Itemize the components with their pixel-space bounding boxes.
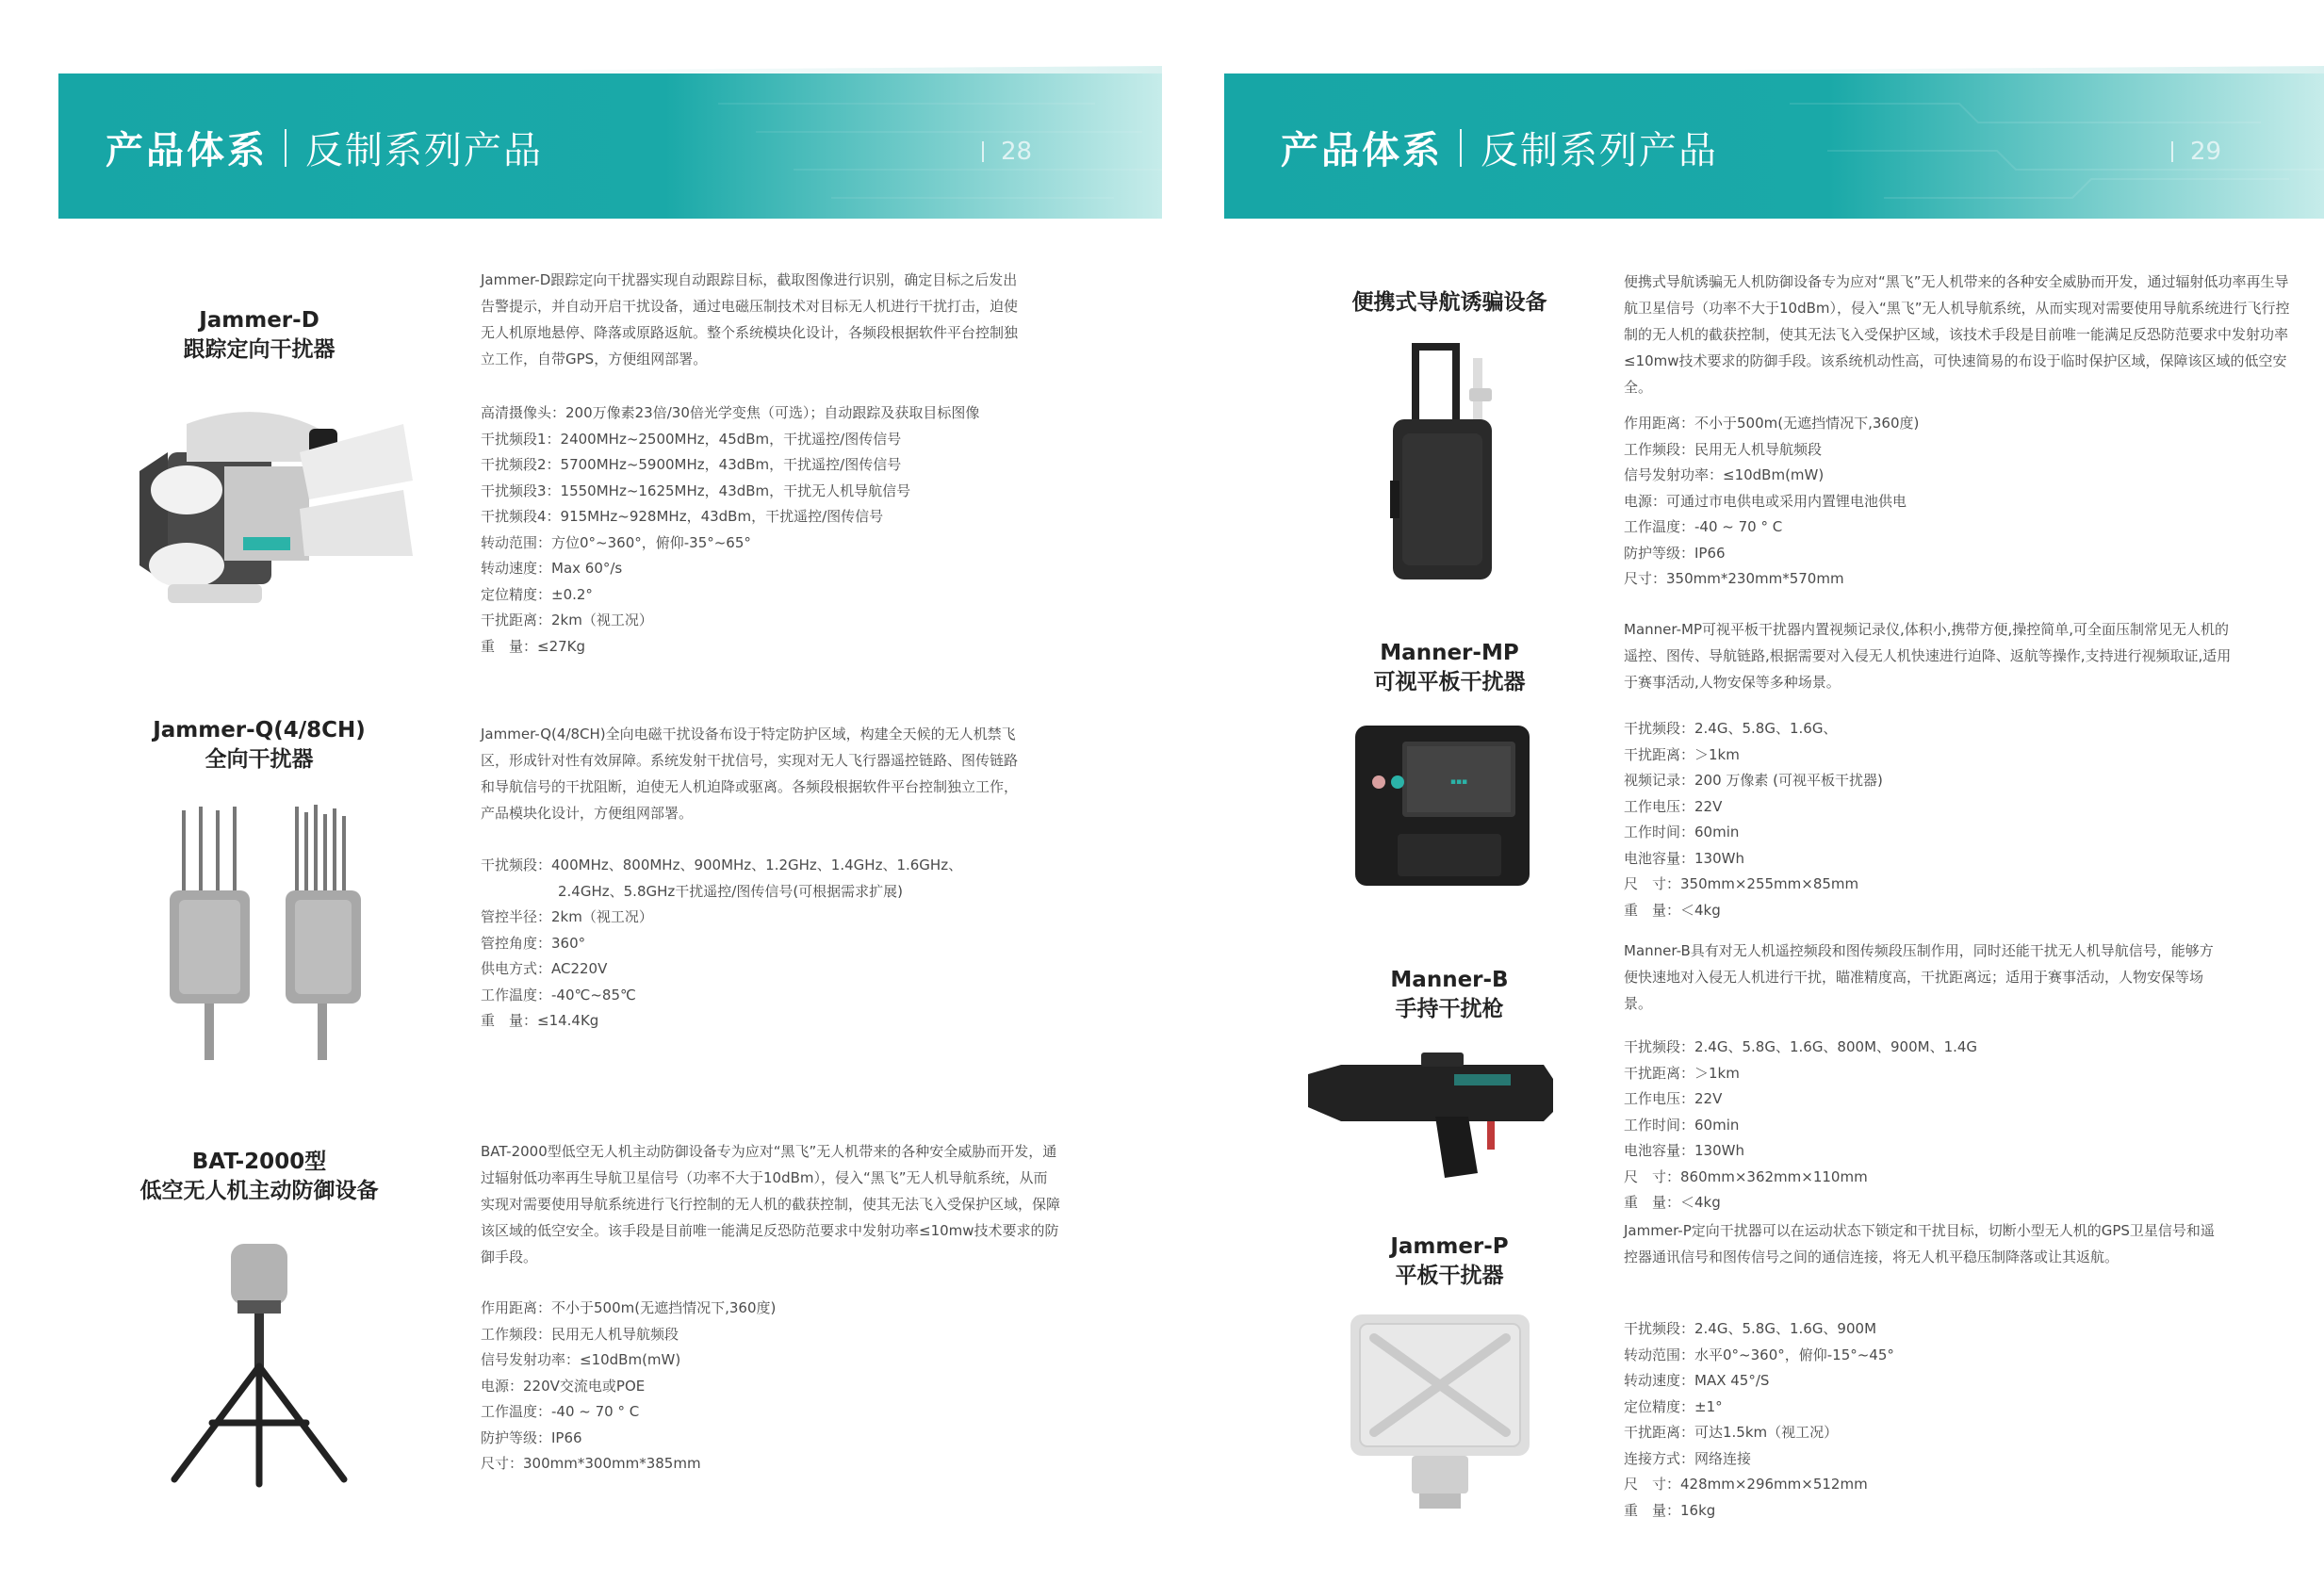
spec-line: 干扰频段1：2400MHz~2500MHz，45dBm，干扰遥控/图传信号 bbox=[481, 430, 902, 448]
spec-line: 干扰距离：2km（视工况） bbox=[481, 612, 653, 628]
spec-line: 重 量：＜4kg bbox=[1624, 901, 1721, 919]
product-specs-manner-b bbox=[1624, 1035, 2283, 1216]
page-title bbox=[106, 121, 543, 174]
product-type: 手持干扰枪 bbox=[1395, 997, 1504, 1021]
product-model: Jammer-D bbox=[199, 308, 319, 333]
product-name-bat-2000 bbox=[113, 1148, 405, 1206]
product-model: BAT-2000型 bbox=[191, 1150, 327, 1174]
spec-line: 工作时间：60min bbox=[1624, 824, 1740, 840]
spec-line: 工作温度：-40 ~ 70 ° C bbox=[1624, 518, 1783, 535]
spec-line: 转动范围：方位0°~360°，俯仰-35°~65° bbox=[481, 533, 751, 551]
product-specs-bat-2000 bbox=[481, 1296, 1065, 1477]
spec-line: 防护等级：IP66 bbox=[481, 1428, 582, 1446]
spec-line: 信号发射功率：≤10dBm(mW) bbox=[481, 1351, 681, 1368]
product-name-manner-mp bbox=[1313, 639, 1586, 697]
product-name-jammer-q bbox=[123, 716, 396, 775]
svg-text:▪▪▪: ▪▪▪ bbox=[1449, 777, 1468, 787]
spec-line: 转动速度：Max 60°/s bbox=[481, 560, 623, 577]
spec-line: 连接方式：网络连接 bbox=[1624, 1449, 1752, 1467]
spec-line: 转动范围：水平0°~360°，俯仰-15°~45° bbox=[1624, 1346, 1894, 1363]
spec-line: 干扰距离：＞1km bbox=[1624, 745, 1740, 763]
spec-line: 工作电压：22V bbox=[1624, 1090, 1723, 1107]
spec-line: 干扰距离：可达1.5km（视工况） bbox=[1624, 1424, 1839, 1441]
spec-line: 干扰频段：400MHz、800MHz、900MHz、1.2GHz、1.4GHz、1.6GHz、 bbox=[481, 857, 963, 873]
spec-line: 重 量：＜4kg bbox=[1624, 1194, 1721, 1211]
product-type: 可视平板干扰器 bbox=[1373, 670, 1526, 694]
product-model: Manner-B bbox=[1390, 968, 1509, 992]
section-title: 产品体系 bbox=[106, 129, 268, 172]
spec-line: 定位精度：±1° bbox=[1624, 1397, 1723, 1415]
product-name-manner-b bbox=[1313, 966, 1586, 1024]
page-number-value: 28 bbox=[1001, 138, 1033, 166]
spec-line: 干扰频段4：915MHz~928MHz，43dBm，干扰遥控/图传信号 bbox=[481, 508, 884, 525]
page-title bbox=[1281, 121, 1718, 174]
product-description-jammer-q: Jammer-Q(4/8CH)全向电磁干扰设备布设于特定防护区域，构建全天候的无人机禁飞区，形成针对性有效屏障。系统发射干扰信号，实现对无人飞行器遥控链路、图传链路和导航信号的干扰阻断，迫使无人机迫降或驱离。各频段根据软件平台控制独立工作，产品模块化设计，方便组网部署。 bbox=[481, 726, 1019, 822]
spec-line: 重 量：≤14.4Kg bbox=[481, 1012, 599, 1029]
page-number-divider bbox=[982, 141, 984, 162]
page-header-banner bbox=[58, 66, 1162, 219]
spec-line: 管控角度：360° bbox=[481, 934, 586, 952]
spec-line: 工作电压：22V bbox=[1624, 797, 1723, 815]
spec-line: 干扰频段：2.4G、5.8G、1.6G、900M bbox=[1624, 1320, 1877, 1337]
spec-line: 工作频段：民用无人机导航频段 bbox=[1624, 440, 1823, 458]
spec-line: 高清摄像头：200万像素23倍/30倍光学变焦（可选）；自动跟踪及获取目标图像 bbox=[481, 404, 980, 421]
product-description-jammer-p: Jammer-P定向干扰器可以在运动状态下锁定和干扰目标，切断小型无人机的GPS卫星信号和遥控器通讯信号和图传信号之间的通信连接，将无人机平稳压制降落或让其返航。 bbox=[1624, 1222, 2215, 1265]
spec-line: 干扰频段3：1550MHz~1625MHz，43dBm，干扰无人机导航信号 bbox=[481, 481, 911, 499]
spec-line: 电源：220V交流电或POE bbox=[481, 1377, 646, 1395]
product-specs-jammer-q bbox=[481, 853, 1065, 1035]
page-number-divider bbox=[2171, 141, 2173, 162]
spec-line: 尺寸：350mm*230mm*570mm bbox=[1624, 570, 1844, 587]
title-divider bbox=[1460, 129, 1462, 167]
product-type: 跟踪定向干扰器 bbox=[183, 337, 336, 362]
page-number bbox=[2171, 138, 2221, 166]
spec-line: 干扰频段：2.4G、5.8G、1.6G、800M、900M、1.4G bbox=[1624, 1038, 1978, 1055]
product-type: 全向干扰器 bbox=[205, 747, 314, 772]
page-header-banner bbox=[1224, 66, 2324, 219]
spec-line: 尺寸：300mm*300mm*385mm bbox=[481, 1455, 701, 1472]
portable-decoy-device-image bbox=[1379, 339, 1520, 589]
spec-line: 工作温度：-40℃~85℃ bbox=[481, 986, 636, 1004]
bat-2000-device-image bbox=[160, 1234, 358, 1493]
product-name-jammer-p bbox=[1313, 1232, 1586, 1291]
title-divider bbox=[285, 129, 286, 167]
spec-line: 管控半径：2km（视工况） bbox=[481, 908, 653, 925]
spec-line: 供电方式：AC220V bbox=[481, 960, 608, 977]
product-specs-jammer-d bbox=[481, 400, 1065, 660]
spec-line: 作用距离：不小于500m(无遮挡情况下,360度) bbox=[1624, 415, 1920, 432]
spec-line: 干扰频段：2.4G、5.8G、1.6G、 bbox=[1624, 720, 1838, 737]
spec-line: 工作温度：-40 ~ 70 ° C bbox=[481, 1403, 640, 1420]
product-description-bat-2000: BAT-2000型低空无人机主动防御设备专为应对“黑飞”无人机带来的各种安全威胁而开发，通过辐射低功率再生导航卫星信号（功率不大于10dBm），侵入“黑飞”无人机导航系统，从而实现对需要使用导航系统进行飞行控制的无人机的截获控制，使其无法飞入受保护区域，保障该区域的低空安全。该手段是目前唯一能满足反恐防范要求中发射功率≤10mw技术要求的防御手段。 bbox=[481, 1143, 1061, 1265]
spec-line: 重 量：16kg bbox=[1624, 1501, 1716, 1519]
spec-line: 工作频段：民用无人机导航频段 bbox=[481, 1325, 679, 1343]
spec-line: 电池容量：130Wh bbox=[1624, 1142, 1744, 1159]
spec-line: 定位精度：±0.2° bbox=[481, 585, 593, 603]
spec-line: 工作时间：60min bbox=[1624, 1116, 1740, 1134]
product-description-portable-decoy: 便携式导航诱骗无人机防御设备专为应对“黑飞”无人机带来的各种安全威胁而开发，通过辐射低功率再生导航卫星信号（功率不大于10dBm），侵入“黑飞”无人机导航系统，从而实现对需要使用导航系统进行飞行控制的无人机的截获控制，使其无法飞入受保护区域，该技术手段是目前唯一能满足反恐防范要求中发射功率≤10mw技术要求的防御手段。该系统机动性高，可快速简易的布设于临时保护区域，保障该区域的低空安全。 bbox=[1624, 273, 2290, 396]
jammer-p-device-image bbox=[1346, 1310, 1534, 1512]
product-description-manner-mp: Manner-MP可视平板干扰器内置视频记录仪,体积小,携带方便,操控简单,可全面压制常见无人机的遥控、图传、导航链路,根据需要对入侵无人机快速进行迫降、返航等操作,支持进行视频取证,适用于赛事活动,人物安保等多种场景。 bbox=[1624, 621, 2232, 691]
spec-line: 尺 寸：860mm×362mm×110mm bbox=[1624, 1167, 1868, 1185]
product-type: 平板干扰器 bbox=[1395, 1264, 1504, 1288]
product-specs-jammer-p bbox=[1624, 1316, 2283, 1524]
spec-line: 干扰频段2：5700MHz~5900MHz，43dBm，干扰遥控/图传信号 bbox=[481, 456, 902, 473]
jammer-q-device-image bbox=[155, 801, 382, 1069]
manner-b-device-image bbox=[1303, 1051, 1558, 1183]
spec-line: 作用距离：不小于500m(无遮挡情况下,360度) bbox=[481, 1299, 777, 1316]
section-title: 产品体系 bbox=[1281, 129, 1443, 172]
product-model: 便携式导航诱骗设备 bbox=[1351, 290, 1547, 315]
spec-line: 防护等级：IP66 bbox=[1624, 544, 1726, 562]
spec-line: 2.4GHz、5.8GHz干扰遥控/图传信号(可根据需求扩展) bbox=[558, 882, 904, 900]
product-model: Manner-MP bbox=[1380, 641, 1519, 665]
product-specs-portable-decoy bbox=[1624, 411, 2283, 593]
page-number-value: 29 bbox=[2190, 138, 2222, 166]
jammer-d-device-image bbox=[130, 396, 422, 612]
spec-line: 干扰距离：＞1km bbox=[1624, 1064, 1740, 1082]
section-subtitle: 反制系列产品 bbox=[305, 129, 543, 172]
spec-line: 重 量：≤27Kg bbox=[481, 637, 586, 655]
product-model: Jammer-Q(4/8CH) bbox=[153, 718, 366, 743]
spec-line: 尺 寸：428mm×296mm×512mm bbox=[1624, 1476, 1868, 1493]
spec-line: 电源：可通过市电供电或采用内置锂电池供电 bbox=[1624, 492, 1907, 510]
product-description-jammer-d: Jammer-D跟踪定向干扰器实现自动跟踪目标，截取图像进行识别，确定目标之后发出告警提示，并自动开启干扰设备，通过电磁压制技术对目标无人机进行干扰打击，迫使无人机原地悬停、降落或原路返航。整个系统模块化设计，各频段根据软件平台控制独立工作，自带GPS，方便组网部署。 bbox=[481, 271, 1019, 367]
product-description-manner-b: Manner-B具有对无人机遥控频段和图传频段压制作用，同时还能干扰无人机导航信号，能够方便快速地对入侵无人机进行干扰，瞄准精度高，干扰距离远；适用于赛事活动，人物安保等场景。 bbox=[1624, 942, 2214, 1012]
section-subtitle: 反制系列产品 bbox=[1481, 129, 1718, 172]
product-name-jammer-d bbox=[123, 306, 396, 365]
spec-line: 转动速度：MAX 45°/S bbox=[1624, 1372, 1770, 1389]
product-name-portable-decoy bbox=[1313, 288, 1586, 318]
product-model: Jammer-P bbox=[1390, 1234, 1509, 1259]
right-page bbox=[1162, 0, 2324, 1583]
spec-line: 尺 寸：350mm×255mm×85mm bbox=[1624, 875, 1859, 892]
product-specs-manner-mp bbox=[1624, 716, 2283, 923]
spec-line: 视频记录：200 万像素 (可视平板干扰器) bbox=[1624, 772, 1883, 789]
page-number bbox=[982, 138, 1032, 166]
spec-line: 信号发射功率：≤10dBm(mW) bbox=[1624, 466, 1825, 483]
manner-mp-device-image bbox=[1350, 721, 1539, 890]
product-type: 低空无人机主动防御设备 bbox=[139, 1179, 379, 1203]
spec-line: 电池容量：130Wh bbox=[1624, 849, 1744, 867]
